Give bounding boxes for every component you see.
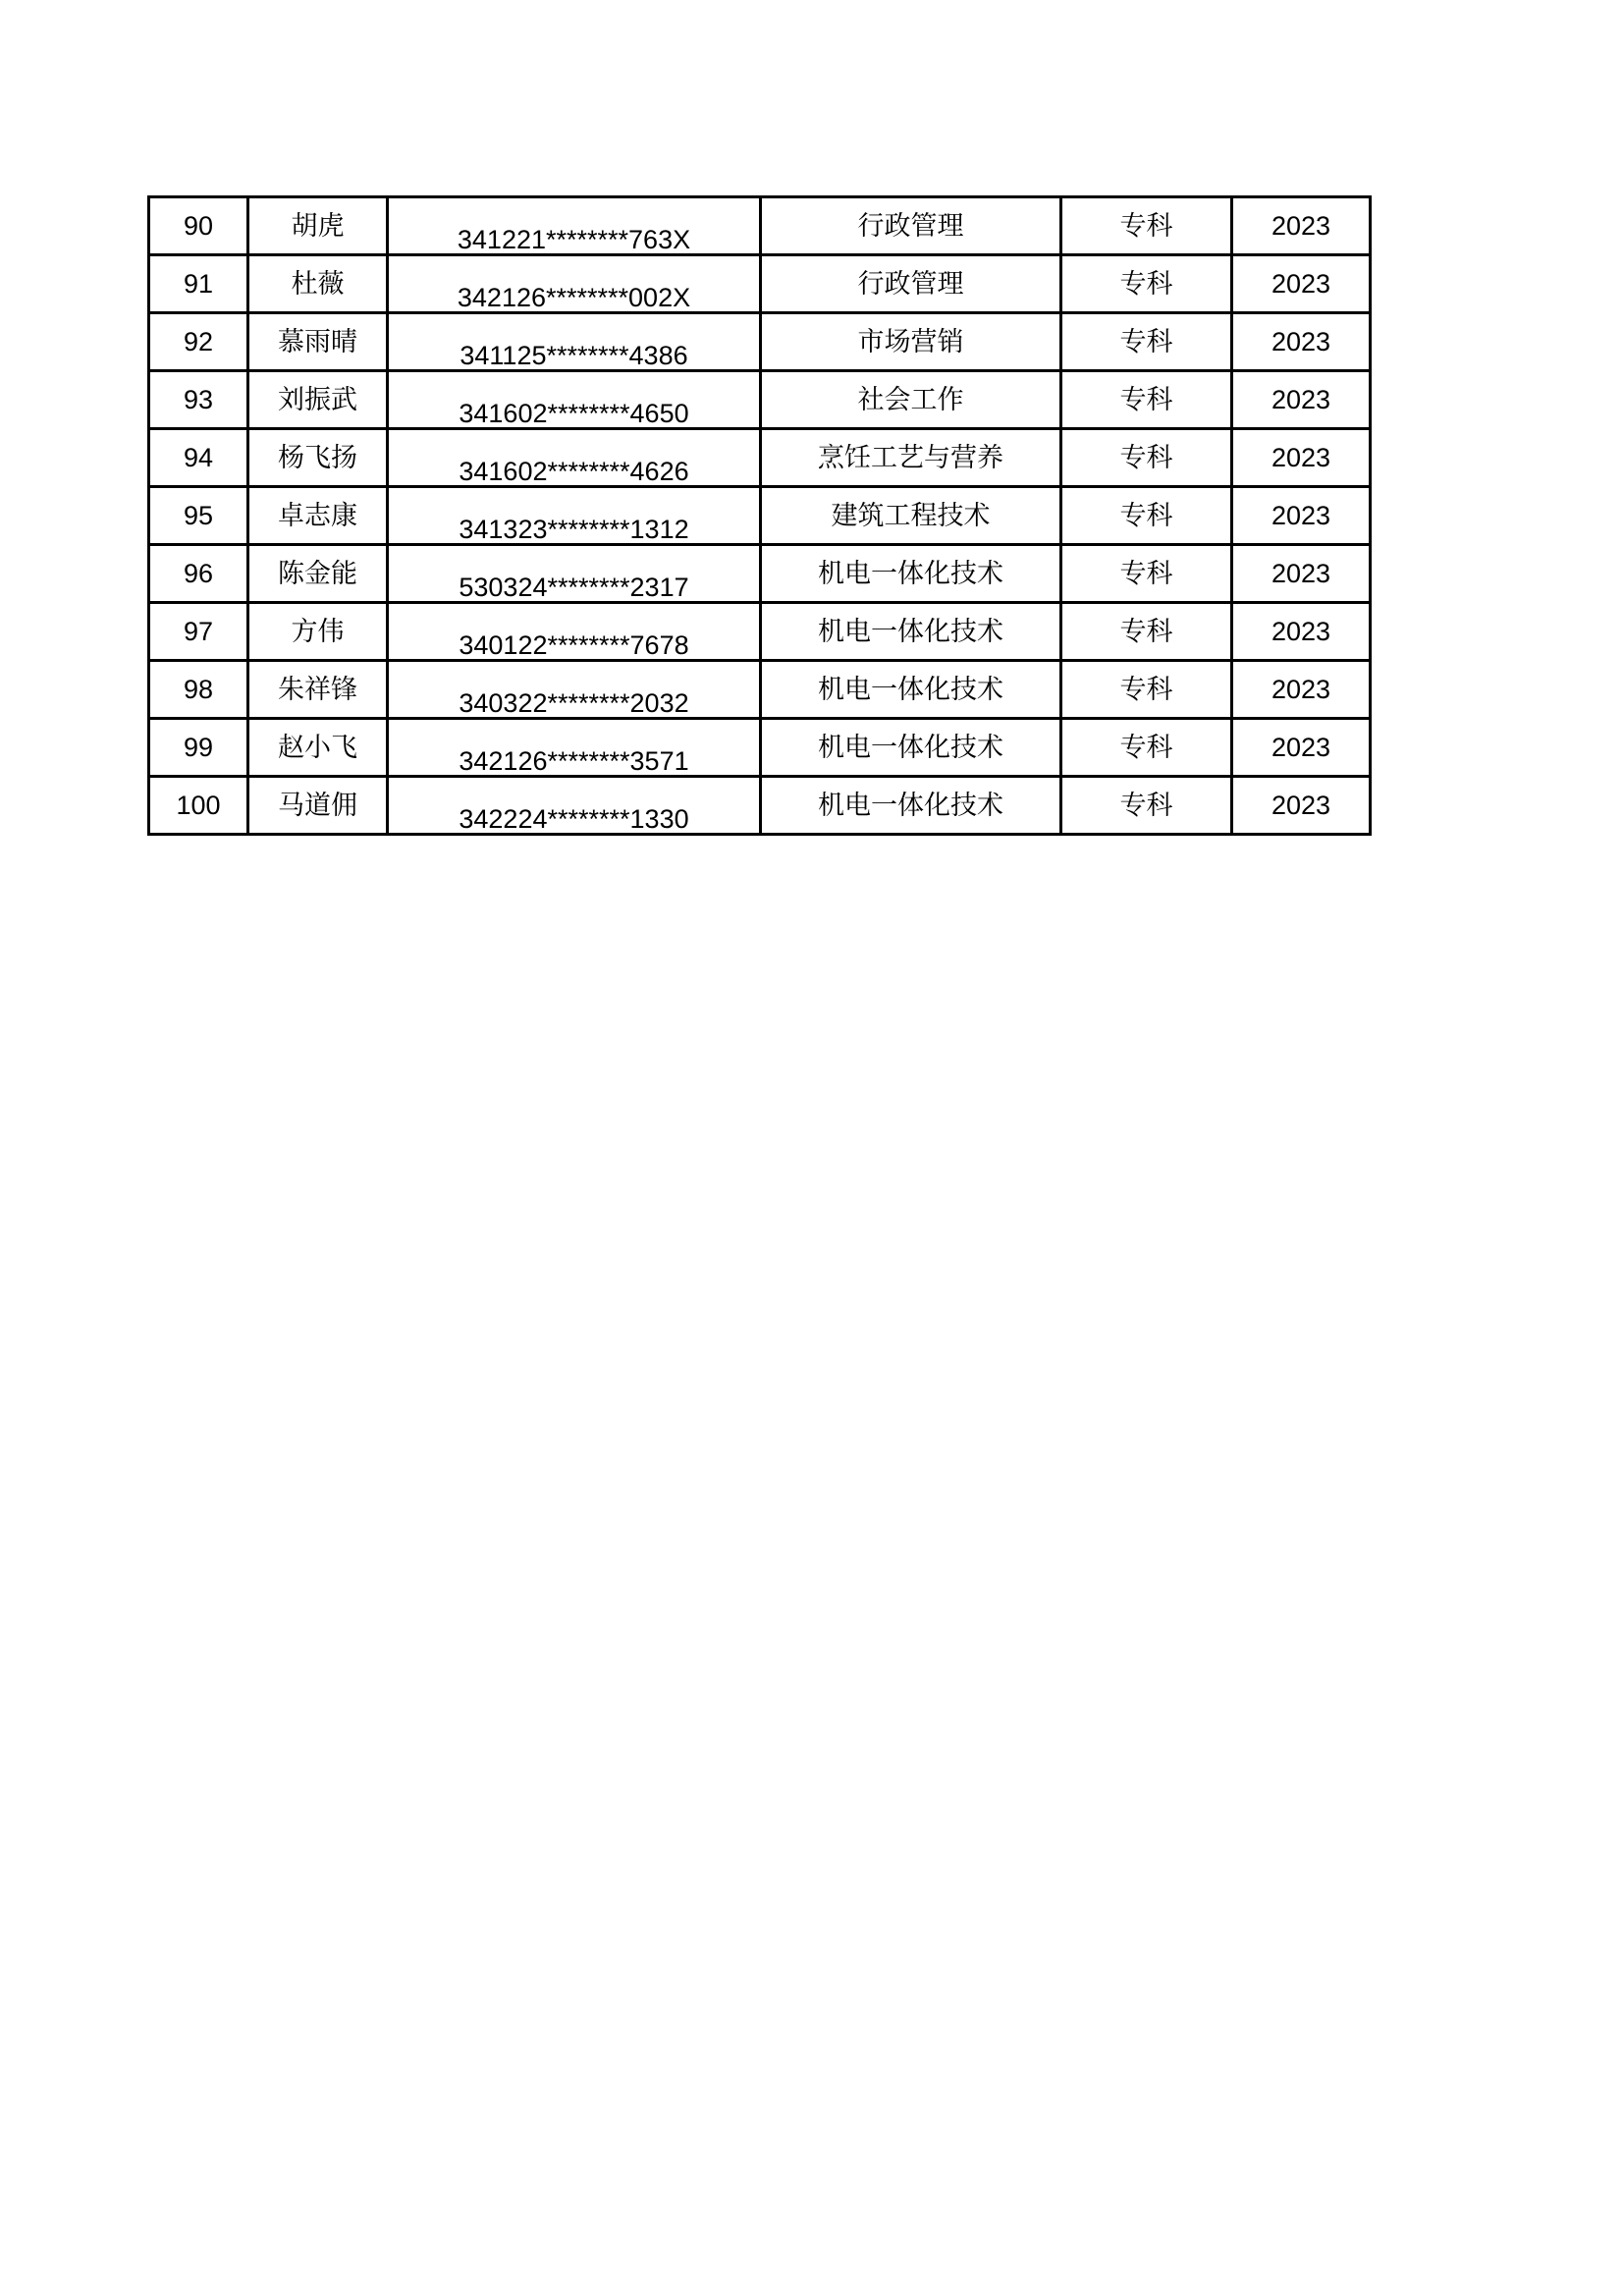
major: 机电一体化技术 [761,545,1061,603]
table-row [149,661,1371,719]
table-row [149,777,1371,835]
id-number: 530324********2317 [388,545,761,603]
id-number: 342126********3571 [388,719,761,777]
row-number: 93 [149,371,248,429]
major: 机电一体化技术 [761,603,1061,661]
major: 市场营销 [761,313,1061,371]
table-row [149,313,1371,371]
student-name: 朱祥锋 [248,661,388,719]
year: 2023 [1232,487,1371,545]
student-name: 杜薇 [248,255,388,313]
row-number: 92 [149,313,248,371]
major: 机电一体化技术 [761,719,1061,777]
id-number: 341602********4650 [388,371,761,429]
year: 2023 [1232,255,1371,313]
student-name: 杨飞扬 [248,429,388,487]
student-name: 方伟 [248,603,388,661]
education-level: 专科 [1061,197,1232,255]
major: 机电一体化技术 [761,777,1061,835]
student-name: 陈金能 [248,545,388,603]
id-number: 340122********7678 [388,603,761,661]
roster-body [149,197,1371,835]
id-number: 341221********763X [388,197,761,255]
id-number: 342224********1330 [388,777,761,835]
row-number: 94 [149,429,248,487]
table-row [149,545,1371,603]
education-level: 专科 [1061,429,1232,487]
education-level: 专科 [1061,661,1232,719]
table-row [149,255,1371,313]
year: 2023 [1232,313,1371,371]
year: 2023 [1232,545,1371,603]
row-number: 99 [149,719,248,777]
table-row [149,487,1371,545]
education-level: 专科 [1061,487,1232,545]
id-number: 340322********2032 [388,661,761,719]
education-level: 专科 [1061,719,1232,777]
year: 2023 [1232,719,1371,777]
education-level: 专科 [1061,777,1232,835]
student-name: 马道佣 [248,777,388,835]
year: 2023 [1232,661,1371,719]
row-number: 98 [149,661,248,719]
table-row [149,603,1371,661]
education-level: 专科 [1061,313,1232,371]
id-number: 342126********002X [388,255,761,313]
row-number: 95 [149,487,248,545]
year: 2023 [1232,777,1371,835]
row-number: 90 [149,197,248,255]
table-row [149,719,1371,777]
row-number: 96 [149,545,248,603]
id-number: 341602********4626 [388,429,761,487]
table-row [149,197,1371,255]
major: 行政管理 [761,197,1061,255]
id-number: 341323********1312 [388,487,761,545]
student-name: 胡虎 [248,197,388,255]
major: 建筑工程技术 [761,487,1061,545]
table-row [149,429,1371,487]
education-level: 专科 [1061,545,1232,603]
major: 烹饪工艺与营养 [761,429,1061,487]
student-name: 卓志康 [248,487,388,545]
major: 机电一体化技术 [761,661,1061,719]
year: 2023 [1232,371,1371,429]
year: 2023 [1232,197,1371,255]
row-number: 100 [149,777,248,835]
table-row [149,371,1371,429]
row-number: 91 [149,255,248,313]
year: 2023 [1232,603,1371,661]
row-number: 97 [149,603,248,661]
education-level: 专科 [1061,255,1232,313]
major: 社会工作 [761,371,1061,429]
student-name: 慕雨晴 [248,313,388,371]
education-level: 专科 [1061,371,1232,429]
student-name: 赵小飞 [248,719,388,777]
major: 行政管理 [761,255,1061,313]
student-roster-table [147,195,1372,836]
education-level: 专科 [1061,603,1232,661]
id-number: 341125********4386 [388,313,761,371]
year: 2023 [1232,429,1371,487]
student-name: 刘振武 [248,371,388,429]
